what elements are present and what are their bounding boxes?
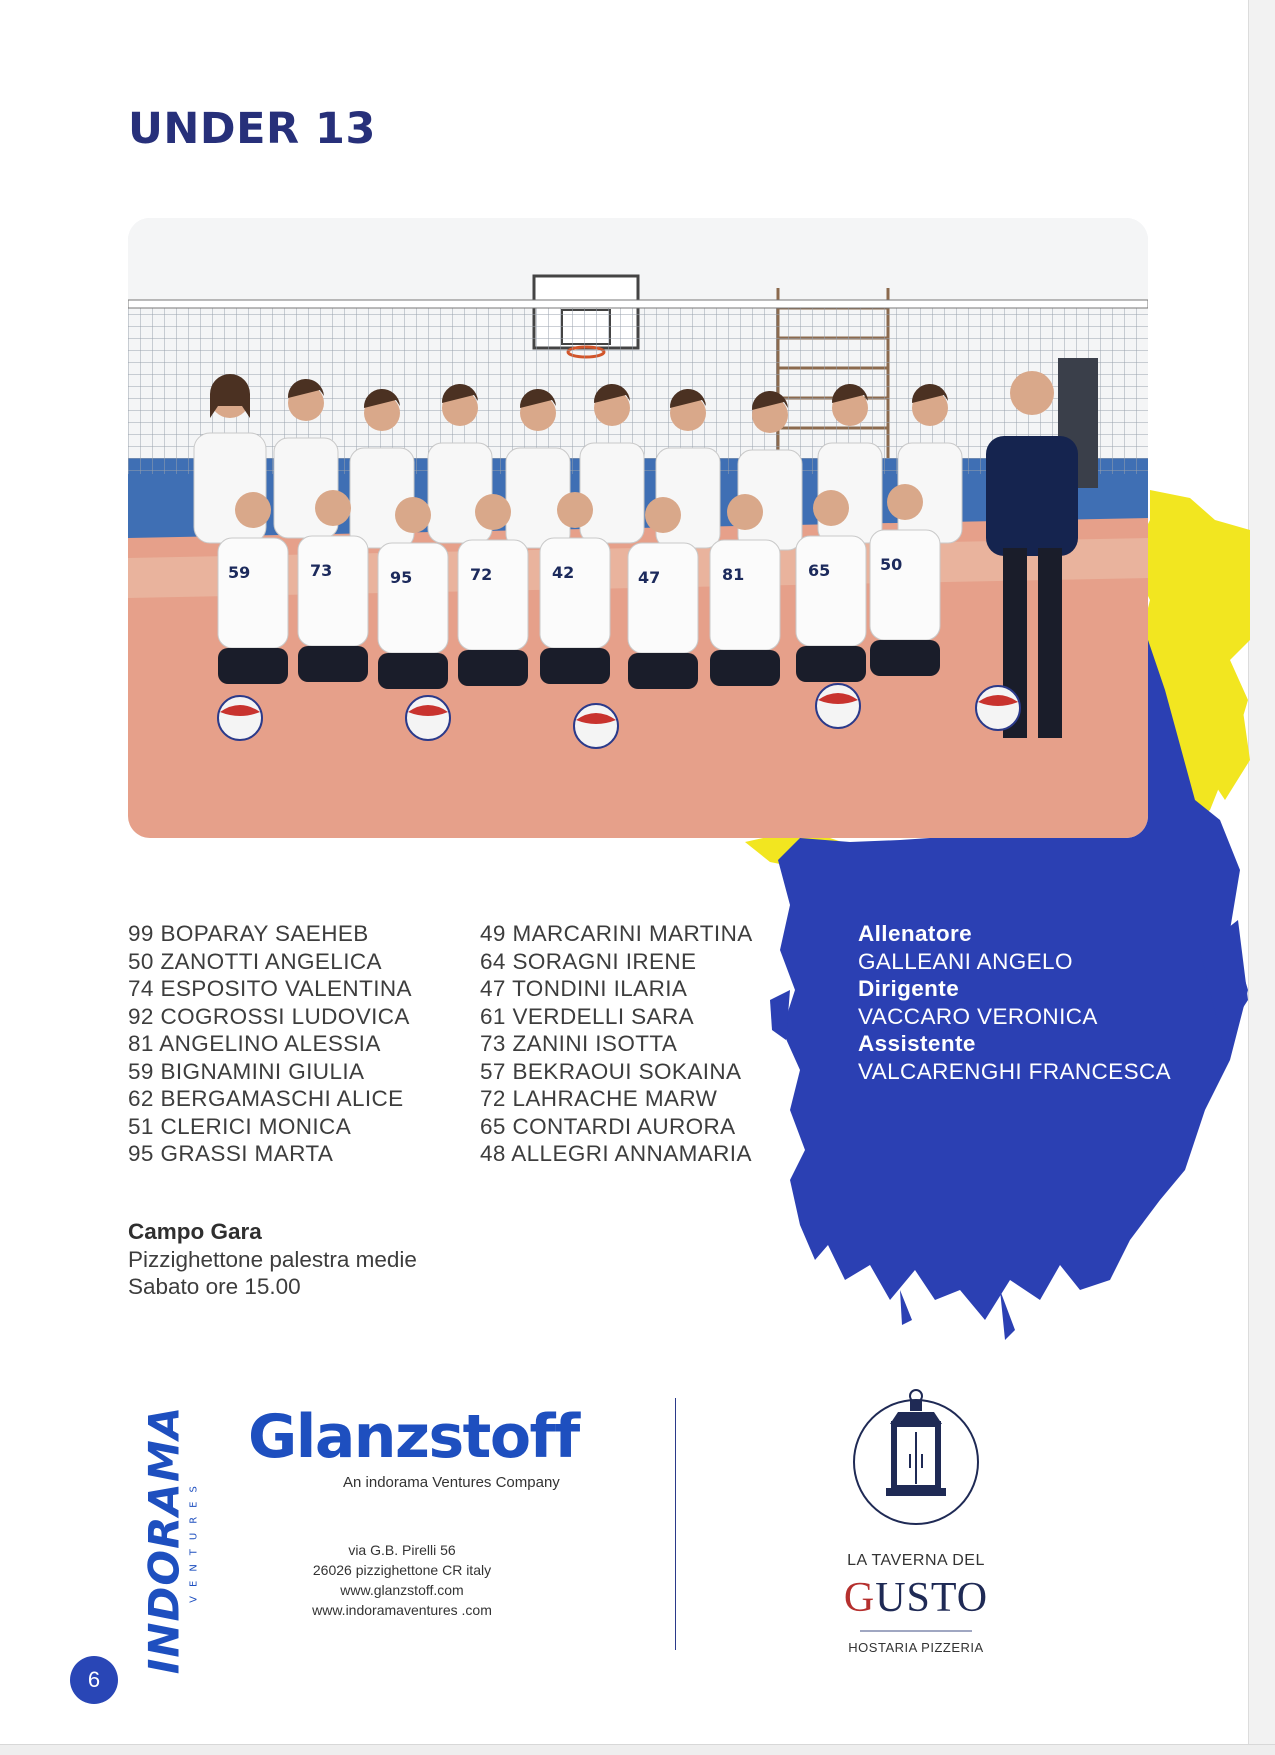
sponsor-divider (675, 1398, 676, 1650)
indorama-wordmark: INDORAMA (139, 1405, 189, 1675)
svg-text:42: 42 (552, 563, 575, 582)
svg-text:72: 72 (470, 565, 493, 584)
glanzstoff-tagline: An indorama Ventures Company (343, 1474, 560, 1491)
team-photo-illustration (128, 218, 1148, 838)
taverna-name-initial: G (843, 1575, 876, 1621)
page-number: 6 (70, 1656, 118, 1704)
taverna-top-text: LA TAVERNA DEL (847, 1552, 985, 1569)
taverna-rule (860, 1630, 972, 1632)
player-name: 61 VERDELLI SARA (480, 1003, 694, 1029)
player-name: 51 CLERICI MONICA (128, 1113, 352, 1139)
svg-text:81: 81 (722, 565, 745, 584)
player-name: 50 ZANOTTI ANGELICA (128, 948, 382, 974)
staff-role-coach: Allenatore (858, 921, 973, 946)
taverna-name-rest: USTO (875, 1575, 989, 1621)
page-title: UNDER 13 (128, 104, 376, 154)
player-name: 72 LAHRACHE MARW (480, 1086, 718, 1111)
indorama-logo (124, 1405, 204, 1675)
venue-place: Pizzighettone palestra medie (128, 1246, 417, 1272)
glanzstoff-address (262, 1540, 542, 1620)
website-link: www.indoramaventures .com (312, 1602, 492, 1618)
team-photo (128, 218, 1148, 838)
staff-role-manager: Dirigente (858, 976, 960, 1001)
website-link: www.glanzstoff.com (340, 1582, 464, 1598)
staff-name-manager: VACCARO VERONICA (858, 1003, 1098, 1029)
player-name: 99 BOPARAY SAEHEB (128, 921, 369, 946)
taverna-subtitle: HOSTARIA PIZZERIA (848, 1640, 984, 1655)
svg-text:73: 73 (310, 561, 333, 580)
staff-name-coach: GALLEANI ANGELO (858, 948, 1073, 974)
player-name: 47 TONDINI ILARIA (480, 976, 688, 1001)
glanzstoff-logo: Glanzstoff (248, 1402, 579, 1472)
player-name: 49 MARCARINI MARTINA (480, 921, 753, 946)
svg-text:47: 47 (638, 568, 661, 587)
roster-left (128, 920, 412, 1168)
svg-text:65: 65 (808, 561, 831, 580)
player-name: 48 ALLEGRI ANNAMARIA (480, 1141, 752, 1166)
player-name: 73 ZANINI ISOTTA (480, 1031, 678, 1056)
player-name: 65 CONTARDI AURORA (480, 1113, 736, 1139)
taverna-name (816, 1574, 1016, 1622)
address-line: 26026 pizzighettone CR italy (312, 1562, 492, 1578)
svg-text:59: 59 (228, 563, 251, 582)
lantern-icon (846, 1388, 986, 1528)
player-name: 57 BEKRAOUI SOKAINA (480, 1058, 742, 1084)
player-name: 64 SORAGNI IRENE (480, 948, 697, 974)
venue-info (128, 1218, 417, 1301)
staff-role-assistant: Assistente (858, 1031, 976, 1056)
player-name: 59 BIGNAMINI GIULIA (128, 1058, 365, 1084)
venue-title: Campo Gara (128, 1219, 262, 1244)
staff-list (858, 920, 1171, 1085)
player-name: 92 COGROSSI LUDOVICA (128, 1003, 410, 1029)
player-name: 74 ESPOSITO VALENTINA (128, 976, 412, 1001)
venue-time: Sabato ore 15.00 (128, 1274, 301, 1299)
roster-right (480, 920, 753, 1168)
indorama-subtitle: VENTURES (188, 1477, 200, 1603)
player-name: 95 GRASSI MARTA (128, 1141, 334, 1166)
address-line: via G.B. Pirelli 56 (348, 1542, 456, 1558)
player-name: 62 BERGAMASCHI ALICE (128, 1086, 404, 1111)
staff-name-assistant: VALCARENGHI FRANCESCA (858, 1058, 1172, 1084)
svg-text:50: 50 (880, 555, 903, 574)
svg-text:95: 95 (390, 568, 413, 587)
player-name: 81 ANGELINO ALESSIA (128, 1031, 381, 1056)
